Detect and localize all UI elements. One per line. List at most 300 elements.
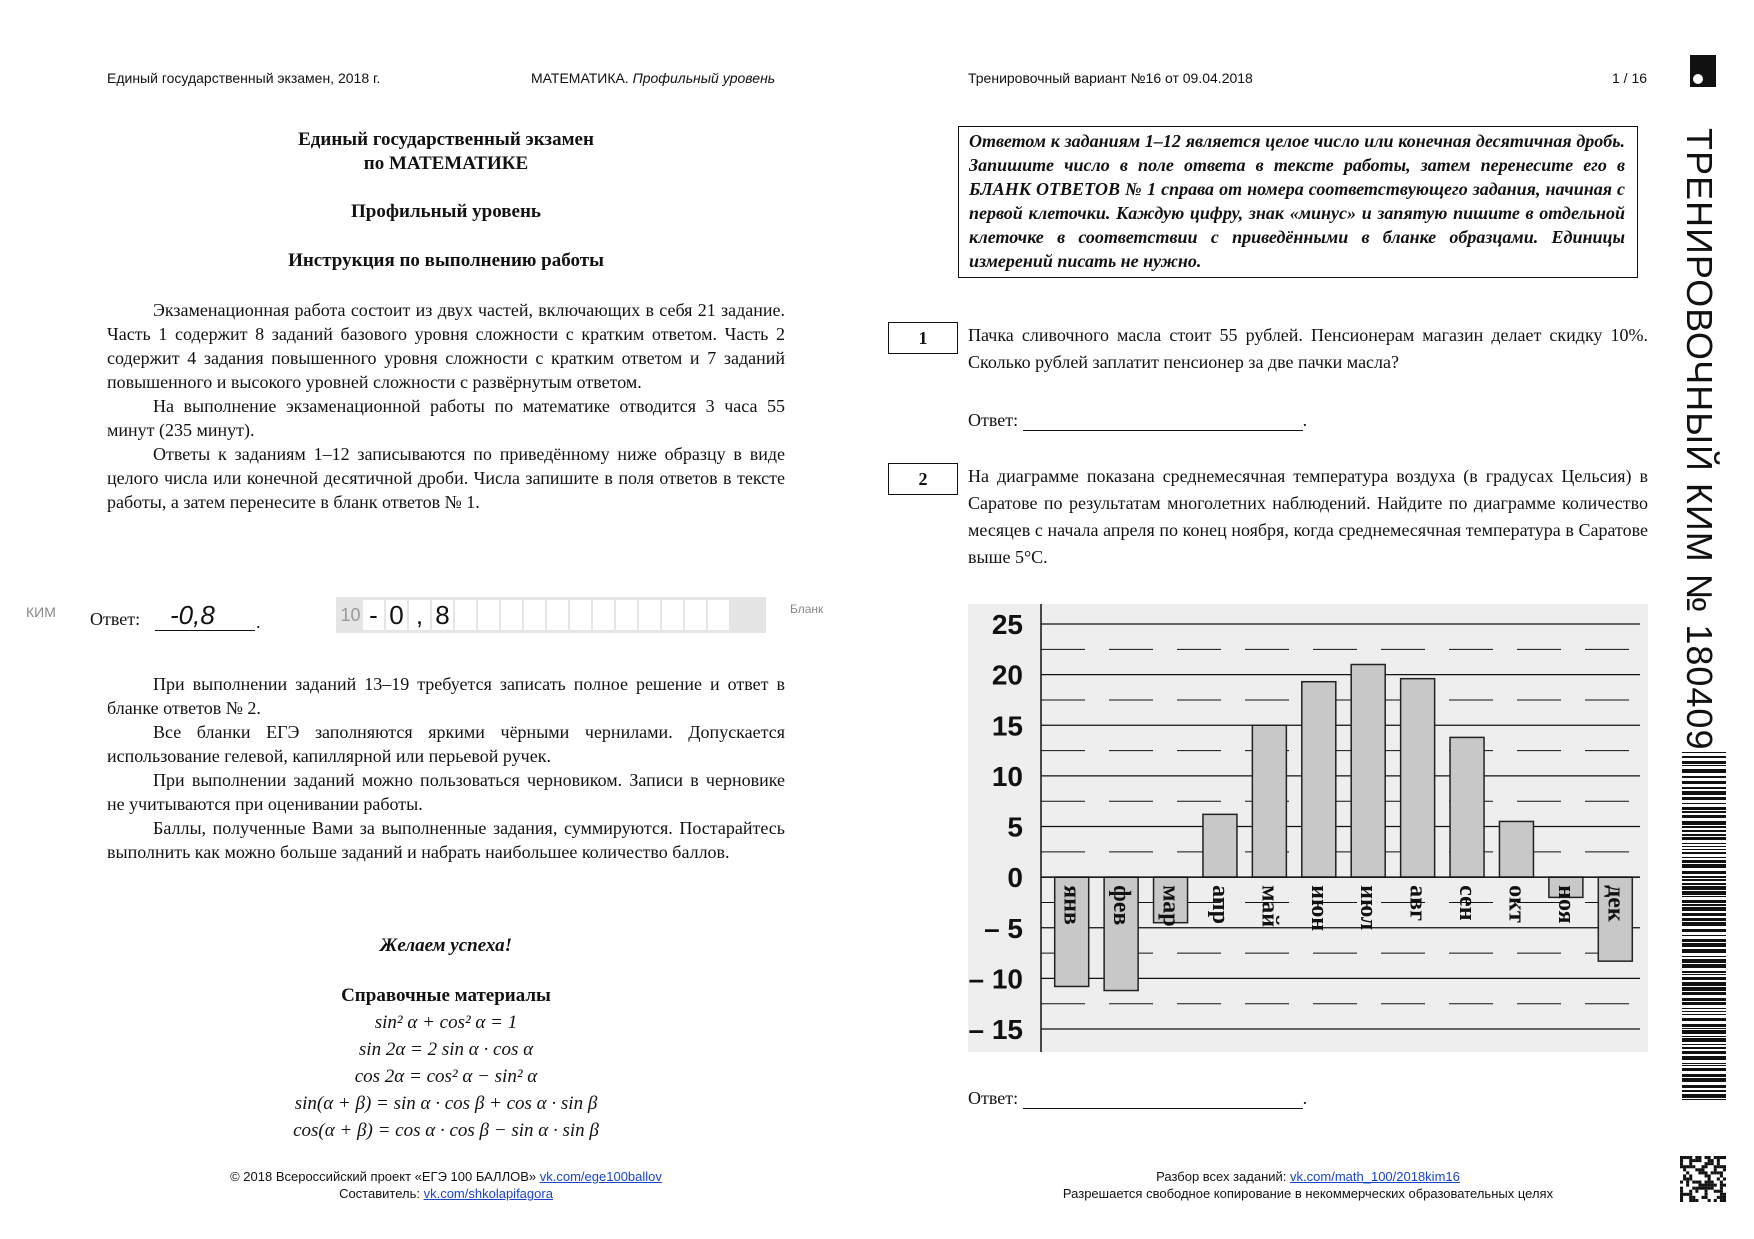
qr-module xyxy=(1692,1181,1695,1184)
qr-module xyxy=(1705,1171,1708,1174)
level-title: Профильный уровень xyxy=(351,201,541,222)
blank-label: Бланк xyxy=(790,602,824,616)
answer-notice-box: Ответом к заданиям 1–12 является целое число или конечная десятичная дробь. Запишите число в поле ответа в тексте работы, затем перенесите его в БЛАНК ОТВЕТОВ № 1 справа от номера соответствующего задания, начиная с первой клеточки. Каждую цифру, знак «минус» и запятую пишите в отдельной клеточке в соответствии с приведёнными в бланке образцами. Единицы измерений писать не нужно. xyxy=(958,126,1638,278)
task-1-answer: Ответ: . xyxy=(968,410,1308,430)
instruction-text xyxy=(107,298,785,514)
qr-module xyxy=(1695,1187,1698,1190)
qr-module xyxy=(1680,1181,1683,1184)
qr-module xyxy=(1717,1162,1720,1165)
barcode-bar xyxy=(1682,1047,1726,1049)
blank-cell xyxy=(685,600,706,630)
footer-left-line2 xyxy=(107,1185,785,1202)
barcode-bar xyxy=(1682,1002,1726,1005)
barcode-bar xyxy=(1682,1074,1726,1077)
footer-author-label: Составитель: xyxy=(339,1186,420,1201)
qr-module xyxy=(1717,1165,1720,1168)
qr-module xyxy=(1686,1165,1689,1168)
qr-module xyxy=(1698,1184,1701,1187)
instruction-p1: Экзаменационная работа состоит из двух частей, включающих в себя 21 задание. Часть 1 содержит 8 заданий базового уровня сложности с кратким ответом. Часть 2 содержит 4 задания повышенного уровня сложности с кратким ответом и 7 заданий повышенного и высокого уровней сложности с развёрнутым ответом. xyxy=(107,300,785,392)
reference-title: Справочные материалы xyxy=(341,985,551,1006)
footer-right xyxy=(968,1168,1648,1202)
task-2-answer-field[interactable] xyxy=(1023,1090,1303,1109)
barcode-bar xyxy=(1682,974,1726,975)
qr-module xyxy=(1683,1168,1686,1171)
qr-module xyxy=(1698,1168,1701,1171)
qr-module xyxy=(1698,1187,1701,1190)
chart-x-tick-label: июл xyxy=(1355,885,1382,931)
blank-cell xyxy=(524,600,545,630)
chart-y-tick-label: 15 xyxy=(991,710,1023,742)
barcode-bar xyxy=(1682,791,1726,795)
corner-mark-dot xyxy=(1693,74,1703,84)
qr-module xyxy=(1686,1156,1689,1159)
barcode-bar xyxy=(1682,852,1726,854)
qr-module xyxy=(1686,1181,1689,1184)
chart-x-tick-label: апр xyxy=(1206,885,1233,924)
blank-cell xyxy=(455,600,476,630)
barcode-bar xyxy=(1682,977,1726,980)
barcode-bar xyxy=(1682,900,1726,903)
qr-module xyxy=(1692,1165,1695,1168)
qr-module xyxy=(1683,1156,1686,1159)
qr-module xyxy=(1717,1159,1720,1162)
temperature-chart xyxy=(968,604,1648,1052)
barcode-bar xyxy=(1682,797,1726,800)
blank-cell: - xyxy=(363,600,384,630)
qr-module xyxy=(1714,1156,1717,1159)
qr-module xyxy=(1698,1156,1701,1159)
blank-cell: , xyxy=(409,600,430,630)
barcode-bar xyxy=(1682,918,1726,921)
qr-module xyxy=(1695,1159,1698,1162)
qr-module xyxy=(1680,1187,1683,1190)
qr-module xyxy=(1717,1177,1720,1180)
barcode-bar xyxy=(1682,769,1726,773)
footer-right-line1 xyxy=(968,1168,1648,1185)
footer-analysis-link[interactable]: vk.com/math_100/2018kim16 xyxy=(1290,1169,1460,1184)
qr-module xyxy=(1717,1190,1720,1193)
barcode-bar xyxy=(1682,1036,1726,1037)
qr-module xyxy=(1708,1184,1711,1187)
qr-code xyxy=(1680,1156,1726,1202)
title-line-1: Единый государственный экзамен xyxy=(298,129,594,150)
qr-module xyxy=(1689,1159,1692,1162)
qr-module xyxy=(1692,1159,1695,1162)
sample-answer-dot: . xyxy=(256,612,261,632)
qr-module xyxy=(1723,1193,1726,1196)
chart-y-tick-label: 20 xyxy=(991,659,1023,691)
task-2-answer-label: Ответ: xyxy=(968,1088,1019,1108)
barcode-bar xyxy=(1682,1065,1726,1066)
qr-module xyxy=(1680,1190,1683,1193)
qr-module xyxy=(1689,1156,1692,1159)
barcode-bar xyxy=(1682,860,1726,863)
barcode-bar xyxy=(1682,883,1726,885)
qr-module xyxy=(1705,1187,1708,1190)
barcode-bar xyxy=(1682,857,1726,858)
barcode-bar xyxy=(1682,1018,1726,1021)
blank-cell: 0 xyxy=(386,600,407,630)
barcode-bar xyxy=(1682,830,1726,832)
instruction-p5: Все бланки ЕГЭ заполняются яркими чёрными чернилами. Допускается использование гелевой, капиллярной или перьевой ручек. xyxy=(107,722,785,766)
qr-module xyxy=(1708,1177,1711,1180)
qr-module xyxy=(1708,1159,1711,1162)
qr-module xyxy=(1695,1190,1698,1193)
qr-module xyxy=(1714,1190,1717,1193)
qr-module xyxy=(1680,1156,1683,1159)
task-1-answer-label: Ответ: xyxy=(968,410,1019,430)
barcode-bar xyxy=(1682,807,1726,810)
qr-module xyxy=(1680,1193,1683,1196)
chart-x-tick-label: мар xyxy=(1157,885,1184,927)
barcode-bar xyxy=(1682,761,1726,764)
instruction-title: Инструкция по выполнению работы xyxy=(288,250,604,271)
qr-module xyxy=(1705,1193,1708,1196)
task-1-number: 1 xyxy=(888,322,958,354)
chart-bar xyxy=(1252,725,1286,877)
qr-module xyxy=(1723,1165,1726,1168)
barcode-bar xyxy=(1682,982,1726,986)
instruction-p4: При выполнении заданий 13–19 требуется записать полное решение и ответ в бланке ответов № 2. xyxy=(107,674,785,718)
barcode-bar xyxy=(1682,1068,1726,1071)
qr-module xyxy=(1689,1174,1692,1177)
qr-module xyxy=(1708,1181,1711,1184)
qr-module xyxy=(1723,1168,1726,1171)
barcode-bar xyxy=(1682,913,1726,916)
qr-module xyxy=(1720,1190,1723,1193)
task-2-number: 2 xyxy=(888,463,958,495)
task-1-answer-field[interactable] xyxy=(1023,412,1303,431)
qr-module xyxy=(1723,1177,1726,1180)
qr-module xyxy=(1695,1156,1698,1159)
barcode-bar xyxy=(1682,871,1726,874)
blank-cell: 8 xyxy=(432,600,453,630)
qr-module xyxy=(1705,1156,1708,1159)
qr-module xyxy=(1689,1199,1692,1202)
barcode-bar xyxy=(1682,1094,1726,1098)
footer-left xyxy=(107,1168,785,1202)
qr-module xyxy=(1708,1156,1711,1159)
qr-module xyxy=(1701,1165,1704,1168)
chart-x-tick-label: май xyxy=(1256,885,1283,928)
qr-module xyxy=(1701,1168,1704,1171)
qr-module xyxy=(1708,1187,1711,1190)
barcode-bar xyxy=(1682,781,1726,784)
qr-module xyxy=(1705,1165,1708,1168)
barcode-bar xyxy=(1682,1063,1726,1064)
qr-module xyxy=(1701,1171,1704,1174)
qr-module xyxy=(1701,1187,1704,1190)
qr-module xyxy=(1683,1174,1686,1177)
qr-module xyxy=(1689,1193,1692,1196)
chart-x-tick-label: июн xyxy=(1305,885,1332,932)
chart-x-tick-label: дек xyxy=(1602,885,1629,922)
barcode-bar xyxy=(1682,1024,1726,1027)
barcode-bar xyxy=(1682,1090,1726,1092)
blank-cell xyxy=(547,600,568,630)
footer-left-line1 xyxy=(107,1168,785,1185)
chart-y-tick-label: 0 xyxy=(1007,862,1023,894)
qr-module xyxy=(1720,1187,1723,1190)
barcode-bar xyxy=(1682,834,1726,836)
chart-y-tick-label: – 10 xyxy=(968,963,1023,995)
qr-module xyxy=(1680,1162,1683,1165)
instruction-text-2 xyxy=(107,672,785,864)
qr-module xyxy=(1689,1196,1692,1199)
qr-module xyxy=(1689,1190,1692,1193)
chart-bar xyxy=(1499,821,1533,877)
barcode-bar xyxy=(1682,1078,1726,1082)
sample-answer-label: Ответ: xyxy=(90,609,141,629)
corner-mark xyxy=(1690,55,1716,87)
blank-cell xyxy=(708,600,729,630)
qr-module xyxy=(1720,1165,1723,1168)
qr-module xyxy=(1717,1171,1720,1174)
instruction-p3: Ответы к заданиям 1–12 записываются по приведённому ниже образцу в виде целого числа или конечной десятичной дроби. Числа запишите в поля ответов в тексте работы, а затем перенесите в бланк ответов № 1. xyxy=(107,444,785,512)
barcode-bar xyxy=(1682,864,1726,868)
formula-5: cos(α + β) = cos α · cos β − sin α · sin β xyxy=(293,1120,599,1141)
barcode-bar xyxy=(1682,1044,1726,1045)
qr-module xyxy=(1720,1193,1723,1196)
qr-module xyxy=(1711,1187,1714,1190)
chart-bar xyxy=(1450,737,1484,877)
qr-module xyxy=(1723,1196,1726,1199)
header-page: 1 / 16 xyxy=(1612,70,1648,86)
barcode-bar xyxy=(1682,935,1726,936)
qr-module xyxy=(1720,1174,1723,1177)
barcode-bar xyxy=(1682,843,1726,844)
qr-module xyxy=(1698,1159,1701,1162)
barcode-bar xyxy=(1682,815,1726,818)
barcode-bar xyxy=(1682,886,1726,890)
barcode-bar xyxy=(1682,987,1726,991)
barcode-bar xyxy=(1682,826,1726,828)
footer-author-link[interactable]: vk.com/shkolapifagora xyxy=(423,1186,553,1201)
task-2-answer: Ответ: . xyxy=(968,1088,1308,1108)
qr-module xyxy=(1698,1171,1701,1174)
instruction-p2: На выполнение экзаменационной работы по математике отводится 3 часа 55 минут (235 минут). xyxy=(107,396,785,440)
barcode-bar xyxy=(1682,943,1726,947)
barcode-bar xyxy=(1682,821,1726,825)
qr-module xyxy=(1695,1168,1698,1171)
barcode-bar xyxy=(1682,1051,1726,1054)
chart-y-tick-label: 10 xyxy=(991,760,1023,792)
chart-bar xyxy=(1401,679,1435,877)
barcode-bar xyxy=(1682,837,1726,840)
footer-project-link[interactable]: vk.com/ege100ballov xyxy=(539,1169,662,1184)
qr-module xyxy=(1714,1199,1717,1202)
qr-module xyxy=(1695,1199,1698,1202)
formula-list xyxy=(107,1009,785,1144)
qr-module xyxy=(1680,1196,1683,1199)
blank-cell xyxy=(593,600,614,630)
qr-module xyxy=(1701,1196,1704,1199)
qr-module xyxy=(1720,1181,1723,1184)
qr-module xyxy=(1683,1193,1686,1196)
barcode-bar xyxy=(1682,891,1726,895)
chart-x-tick-label: фев xyxy=(1108,885,1135,926)
qr-module xyxy=(1705,1184,1708,1187)
header-level: Профильный уровень xyxy=(632,70,776,86)
answer-blank-cells xyxy=(336,597,766,633)
barcode xyxy=(1682,752,1726,1102)
header-subject-name: МАТЕМАТИКА. xyxy=(531,70,629,86)
barcode-bar xyxy=(1682,1028,1726,1029)
barcode-bar xyxy=(1682,756,1726,758)
barcode-bar xyxy=(1682,964,1726,968)
barcode-bar xyxy=(1682,1014,1726,1015)
qr-module xyxy=(1708,1174,1711,1177)
chart-x-tick-label: янв xyxy=(1058,885,1085,925)
qr-module xyxy=(1720,1171,1723,1174)
kim-vertical-title: ТРЕНИРОВОЧНЫЙ КИМ № 180409 xyxy=(1679,128,1720,751)
chart-y-tick-label: – 5 xyxy=(984,912,1023,944)
formula-1: sin² α + cos² α = 1 xyxy=(374,1012,518,1033)
task-2-text: На диаграмме показана среднемесячная температура воздуха (в градусах Цельсия) в Саратове по результатам многолетних наблюдений. Найдите по диаграмме количество месяцев с начала апреля по конец ноября, когда среднемесячная температура в Саратове выше 5°С. xyxy=(968,466,1648,567)
chart-x-tick-label: ноя xyxy=(1552,885,1579,924)
barcode-bar xyxy=(1682,1056,1726,1060)
barcode-bar xyxy=(1682,787,1726,789)
qr-module xyxy=(1689,1165,1692,1168)
formula-4: sin(α + β) = sin α · cos β + cos α · sin β xyxy=(294,1093,598,1114)
blank-cell xyxy=(570,600,591,630)
qr-module xyxy=(1705,1174,1708,1177)
qr-module xyxy=(1701,1184,1704,1187)
barcode-bar xyxy=(1682,846,1726,847)
barcode-bar xyxy=(1682,1085,1726,1088)
qr-module xyxy=(1720,1184,1723,1187)
instruction-p7: Баллы, полученные Вами за выполненные задания, суммируются. Постарайтесь выполнить как можно больше заданий и набрать наибольшее количество баллов. xyxy=(107,818,785,862)
barcode-bar xyxy=(1682,904,1726,906)
header-exam: Единый государственный экзамен, 2018 г. xyxy=(107,70,381,86)
barcode-bar xyxy=(1682,956,1726,957)
barcode-bar xyxy=(1682,752,1726,753)
barcode-bar xyxy=(1682,803,1726,804)
qr-module xyxy=(1683,1165,1686,1168)
barcode-bar xyxy=(1682,765,1726,766)
qr-module xyxy=(1705,1196,1708,1199)
qr-module xyxy=(1723,1156,1726,1159)
blank-cell xyxy=(639,600,660,630)
barcode-bar xyxy=(1682,1030,1726,1034)
blank-cell-number: 10 xyxy=(340,600,361,630)
blank-cell xyxy=(662,600,683,630)
barcode-bar xyxy=(1682,876,1726,878)
kim-label: КИМ xyxy=(26,604,56,620)
qr-module xyxy=(1717,1196,1720,1199)
instruction-p6: При выполнении заданий можно пользоваться черновиком. Записи в черновике не учитываются при оценивании работы. xyxy=(107,770,785,814)
chart-bar xyxy=(1203,814,1237,877)
qr-module xyxy=(1692,1187,1695,1190)
barcode-bar xyxy=(1682,971,1726,973)
qr-module xyxy=(1711,1184,1714,1187)
barcode-bar xyxy=(1682,907,1726,911)
task-1-text: Пачка сливочного масла стоит 55 рублей. Пенсионерам магазин делает скидку 10%. Сколько рублей заплатит пенсионер за две пачки масла? xyxy=(968,325,1648,372)
qr-module xyxy=(1714,1184,1717,1187)
qr-module xyxy=(1692,1196,1695,1199)
qr-module xyxy=(1686,1177,1689,1180)
qr-module xyxy=(1723,1199,1726,1202)
qr-module xyxy=(1705,1181,1708,1184)
barcode-bar xyxy=(1682,896,1726,897)
header-variant: Тренировочный вариант №16 от 09.04.2018 xyxy=(968,70,1253,86)
sample-answer-value: -0,8 xyxy=(170,600,215,630)
barcode-bar xyxy=(1682,811,1726,813)
qr-module xyxy=(1683,1177,1686,1180)
qr-module xyxy=(1720,1196,1723,1199)
qr-module xyxy=(1711,1159,1714,1162)
qr-module xyxy=(1689,1177,1692,1180)
chart-x-tick-label: сен xyxy=(1454,885,1481,921)
formula-3: cos 2α = cos² α − sin² α xyxy=(354,1066,538,1087)
barcode-bar xyxy=(1682,959,1726,963)
chart-bar xyxy=(1351,665,1385,878)
blank-cell xyxy=(478,600,499,630)
qr-module xyxy=(1686,1171,1689,1174)
barcode-bar xyxy=(1682,949,1726,953)
qr-module xyxy=(1680,1165,1683,1168)
blank-cell xyxy=(616,600,637,630)
chart-x-tick-label: авг xyxy=(1404,885,1431,921)
qr-module xyxy=(1717,1156,1720,1159)
header-subject xyxy=(531,70,775,86)
qr-module xyxy=(1720,1156,1723,1159)
qr-module xyxy=(1698,1181,1701,1184)
qr-module xyxy=(1708,1199,1711,1202)
blank-cell xyxy=(501,600,522,630)
footer-analysis-label: Разбор всех заданий: xyxy=(1156,1169,1287,1184)
qr-module xyxy=(1695,1181,1698,1184)
qr-module xyxy=(1714,1165,1717,1168)
barcode-bar xyxy=(1682,1038,1726,1042)
qr-module xyxy=(1705,1162,1708,1165)
qr-module xyxy=(1686,1193,1689,1196)
qr-module xyxy=(1714,1171,1717,1174)
title-line-2: по МАТЕМАТИКЕ xyxy=(363,153,529,174)
barcode-bar xyxy=(1682,1008,1726,1009)
qr-module xyxy=(1723,1184,1726,1187)
barcode-bar xyxy=(1682,939,1726,942)
chart-bar xyxy=(1302,682,1336,877)
barcode-bar xyxy=(1682,1099,1726,1100)
formula-2: sin 2α = 2 sin α · cos α xyxy=(358,1039,534,1060)
chart-y-tick-label: 25 xyxy=(991,609,1023,640)
qr-module xyxy=(1720,1199,1723,1202)
chart-y-tick-label: 5 xyxy=(1007,811,1023,843)
chart-y-tick-label: – 15 xyxy=(968,1014,1023,1045)
footer-copy-note: Разрешается свободное копирование в некоммерческих образовательных целях xyxy=(1062,1186,1554,1201)
barcode-bar xyxy=(1682,922,1726,926)
qr-module xyxy=(1711,1171,1714,1174)
barcode-bar xyxy=(1682,776,1726,778)
title-block xyxy=(107,128,785,176)
qr-module xyxy=(1686,1184,1689,1187)
wish-text: Желаем успеха! xyxy=(379,935,513,956)
qr-module xyxy=(1680,1159,1683,1162)
qr-module xyxy=(1705,1190,1708,1193)
qr-module xyxy=(1714,1168,1717,1171)
barcode-bar xyxy=(1682,998,1726,1001)
qr-module xyxy=(1689,1162,1692,1165)
barcode-bar xyxy=(1682,849,1726,850)
qr-module xyxy=(1711,1181,1714,1184)
barcode-bar xyxy=(1682,992,1726,995)
barcode-bar xyxy=(1682,929,1726,932)
qr-module xyxy=(1692,1199,1695,1202)
barcode-bar xyxy=(1682,1011,1726,1012)
qr-module xyxy=(1708,1162,1711,1165)
footer-copyright: © 2018 Всероссийский проект «ЕГЭ 100 БАЛЛОВ» xyxy=(230,1169,537,1184)
